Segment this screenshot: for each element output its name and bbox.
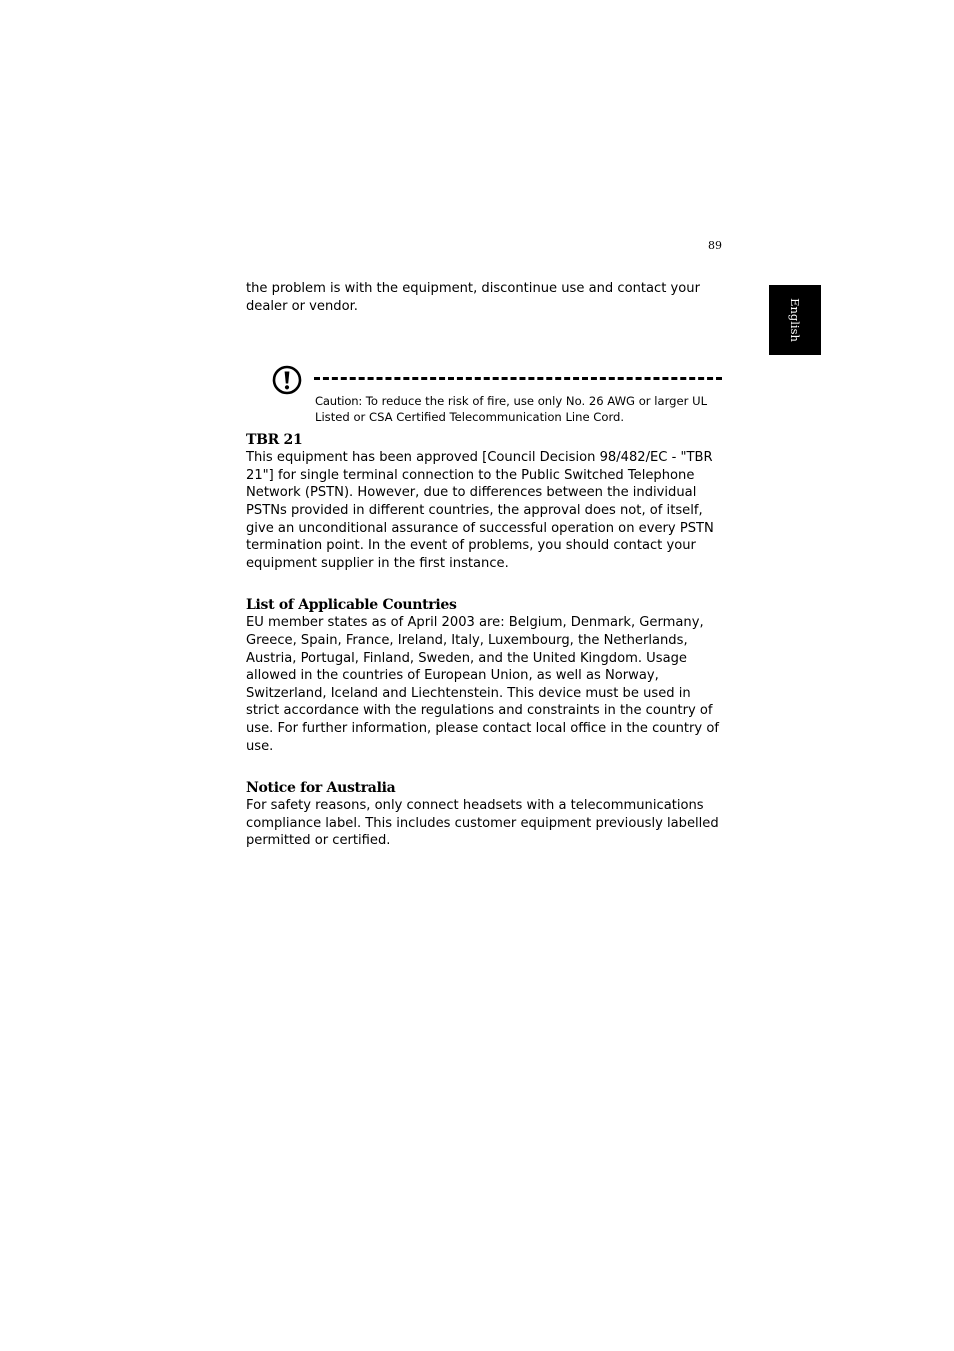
page-content (246, 280, 722, 850)
section-heading-applicable-countries: List of Applicable Countries (246, 597, 457, 614)
page-number: 89 (708, 239, 722, 252)
exclamation-circle-icon (272, 365, 302, 395)
caution-box (246, 329, 722, 425)
language-tab-label: English (788, 298, 802, 342)
caution-text (315, 393, 722, 425)
language-tab (769, 285, 821, 355)
section-heading-tbr21: TBR 21 (246, 432, 303, 449)
section-body-australia: For safety reasons, only connect headsets with a telecommunications compliance label. This includes customer equipment previously labelled permitted or certified. (246, 798, 719, 849)
caution-divider (314, 377, 722, 380)
section-body-applicable-countries: EU member states as of April 2003 are: Belgium, Denmark, Germany, Greece, Spain, France, Ireland, Italy, Luxembourg, the Netherlands, Austria, Portugal, Finland, Sweden, and the United Kingdom. Usage allowed in the countries of European Union, as well as Norway, Switzerland, Iceland and Liechtenstein. This device must be used in strict accordance with the regulations and constraints in the country of use. For further information, please contact local office in the country of use. (246, 615, 719, 754)
section-body-tbr21: This equipment has been approved [Council Decision 98/482/EC - "TBR 21"] for single terminal connection to the Public Switched Telephone Network (PSTN). However, due to differences between the individual PSTNs provided in different countries, the approval does not, of itself, give an unconditional assurance of successful operation on every PSTN termination point. In the event of problems, you should contact your equipment supplier in the first instance. (246, 450, 714, 571)
section-heading-australia: Notice for Australia (246, 780, 396, 797)
caution-message: To reduce the risk of fire, use only No. 26 AWG or larger UL Listed or CSA Certified Telecommunication Line Cord. (315, 394, 708, 425)
caution-label: Caution: (315, 394, 363, 409)
intro-paragraph: the problem is with the equipment, discontinue use and contact your dealer or vendor. (246, 281, 700, 314)
